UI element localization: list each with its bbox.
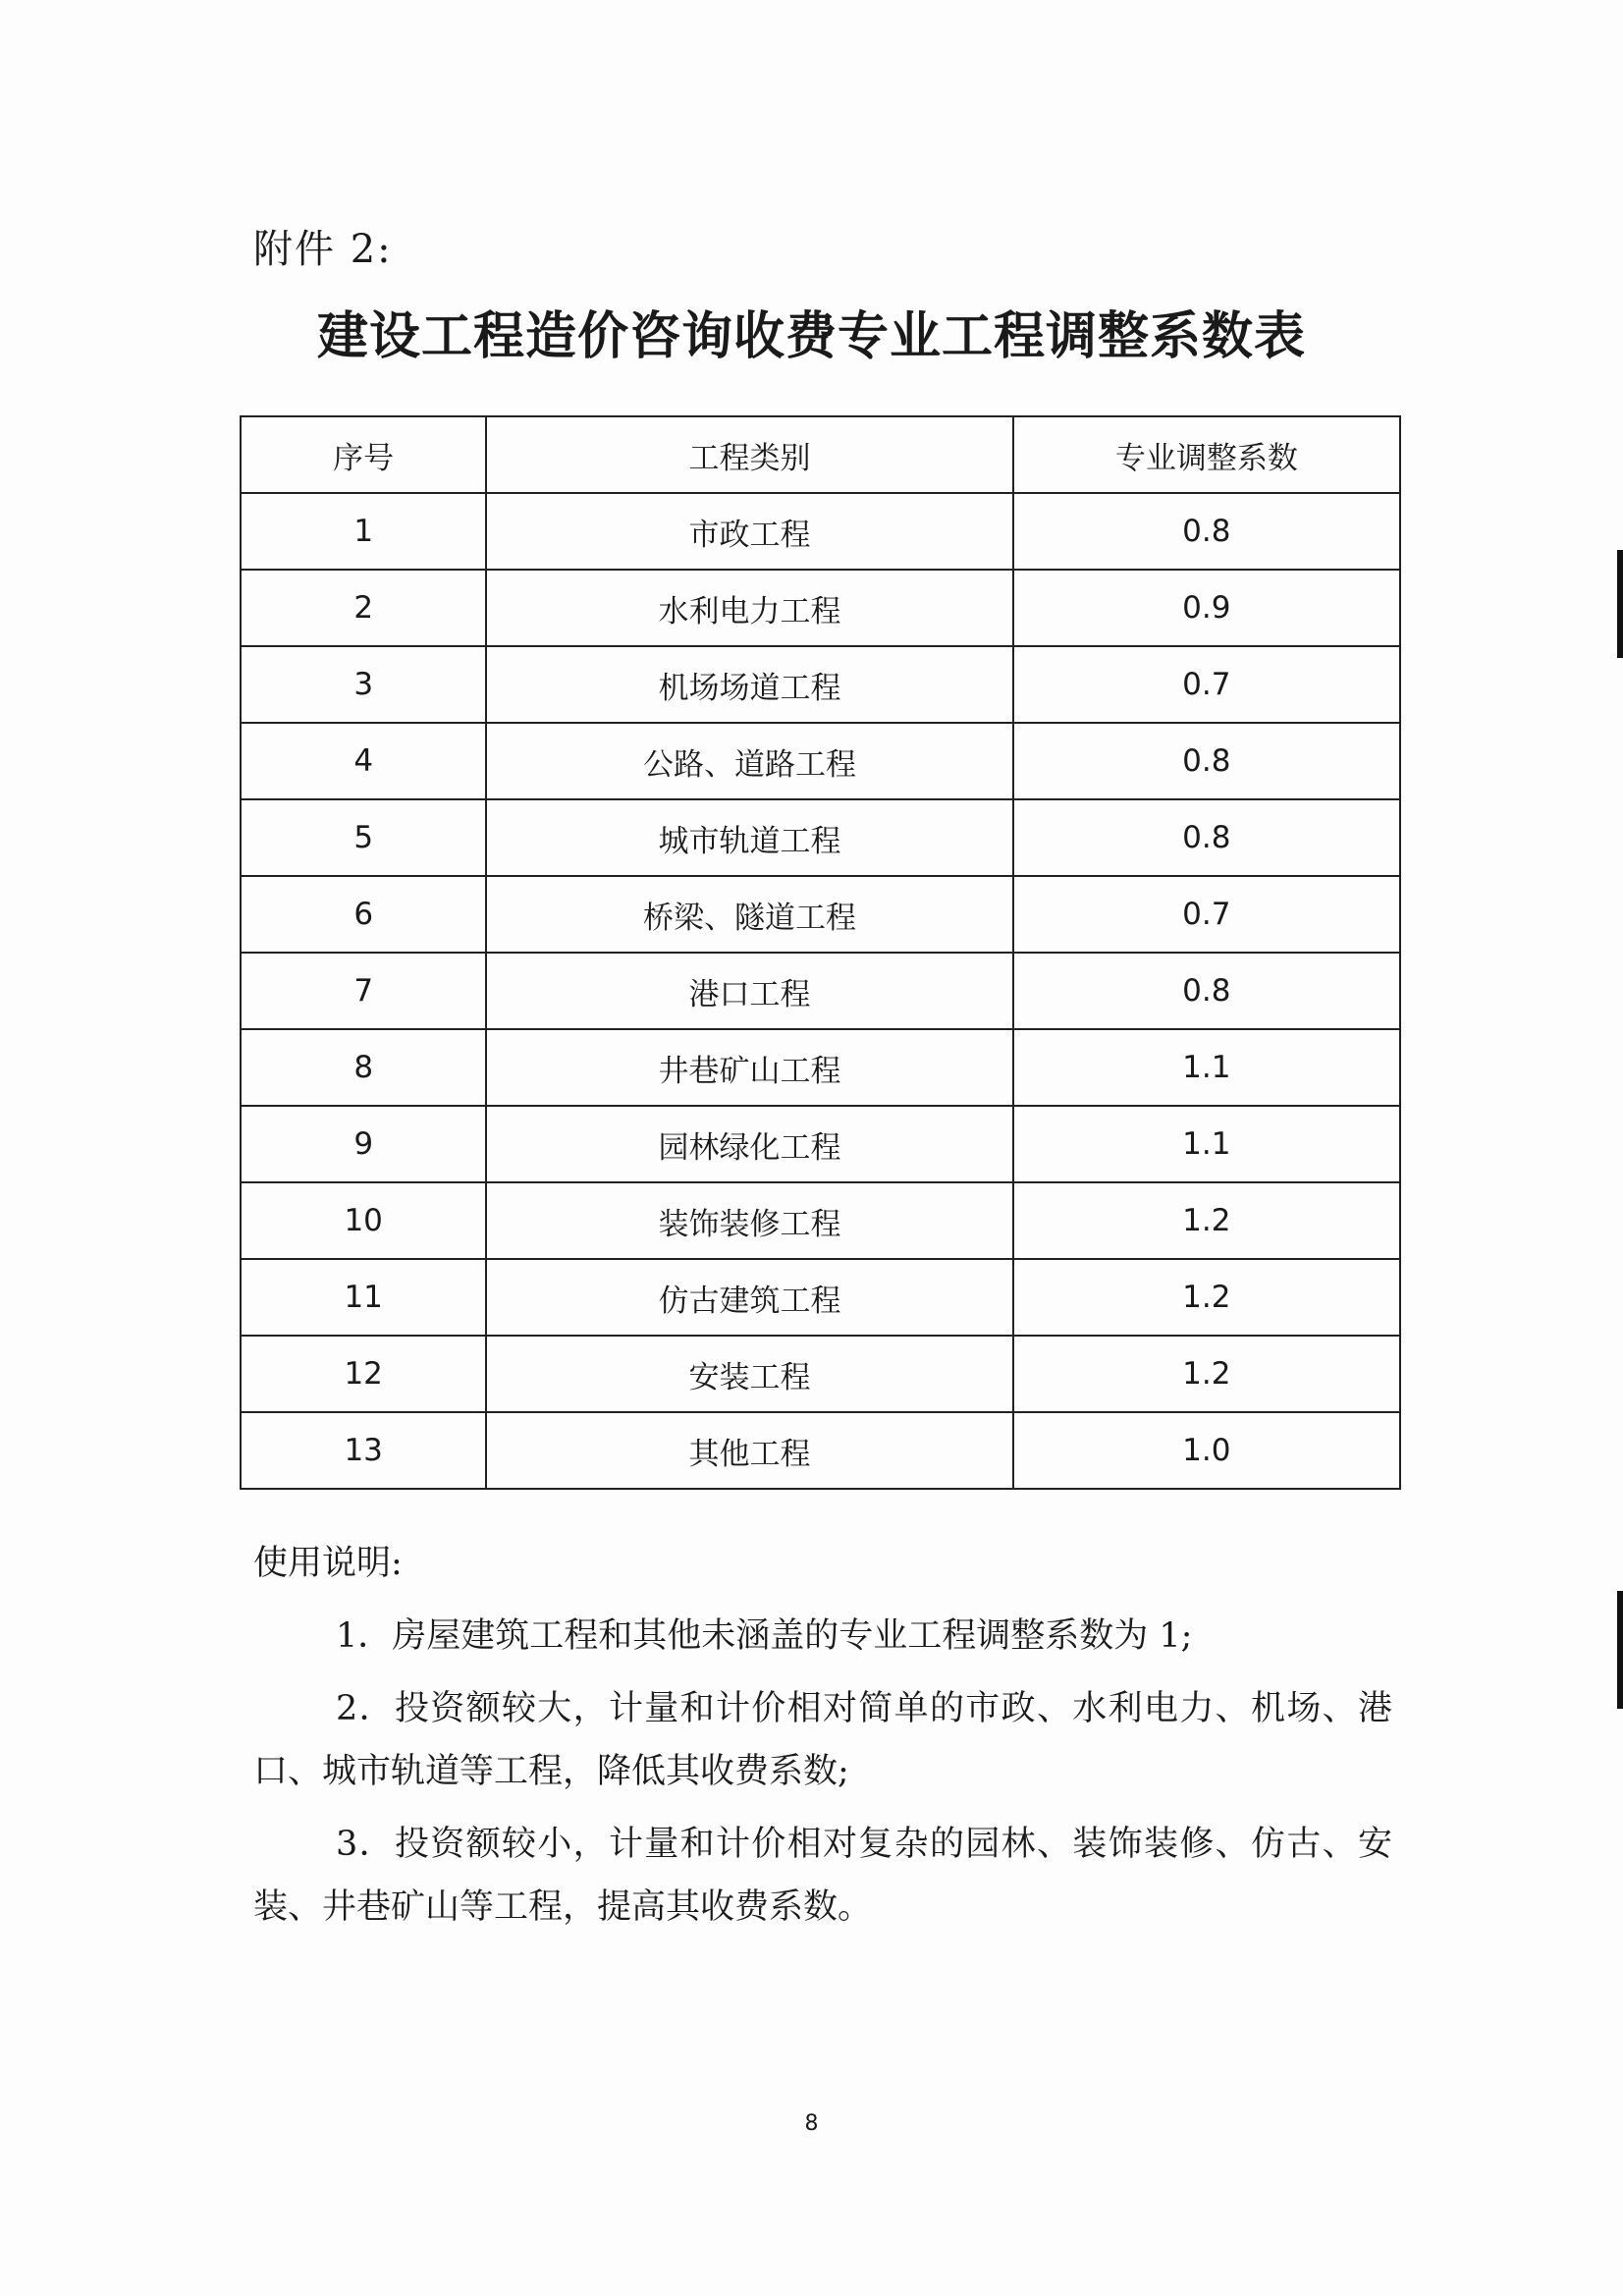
coefficient-cell: 0.8: [1013, 953, 1400, 1029]
table-header-row: [241, 416, 1400, 493]
table-row: [241, 953, 1400, 1029]
table-row: [241, 723, 1400, 799]
coefficient-cell: 1.1: [1013, 1029, 1400, 1106]
project-category-cell: 港口工程: [486, 953, 1012, 1029]
table-row: [241, 570, 1400, 646]
table-row: [241, 1029, 1400, 1106]
serial-number-cell: 4: [241, 723, 486, 799]
coefficient-cell: 0.7: [1013, 876, 1400, 953]
project-category-cell: 仿古建筑工程: [486, 1259, 1012, 1336]
project-category-cell: 水利电力工程: [486, 570, 1012, 646]
project-category-cell: 安装工程: [486, 1336, 1012, 1412]
project-category-cell: 市政工程: [486, 493, 1012, 570]
serial-number-cell: 5: [241, 799, 486, 876]
table-row: [241, 876, 1400, 953]
table-row: [241, 1259, 1400, 1336]
project-category-cell: 井巷矿山工程: [486, 1029, 1012, 1106]
table-row: [241, 1336, 1400, 1412]
header-serial-number: 序号: [241, 416, 486, 493]
scan-edge-mark: [1617, 550, 1623, 658]
project-category-cell: 公路、道路工程: [486, 723, 1012, 799]
header-project-category: 工程类别: [486, 416, 1012, 493]
usage-notes: [253, 1532, 1392, 1948]
attachment-label: 附件 2:: [253, 227, 393, 272]
coefficient-cell: 1.2: [1013, 1259, 1400, 1336]
serial-number-cell: 9: [241, 1106, 486, 1182]
project-category-cell: 装饰装修工程: [486, 1182, 1012, 1259]
serial-number-cell: 1: [241, 493, 486, 570]
serial-number-cell: 12: [241, 1336, 486, 1412]
serial-number-cell: 2: [241, 570, 486, 646]
coefficient-cell: 0.8: [1013, 723, 1400, 799]
coefficient-cell: 1.1: [1013, 1106, 1400, 1182]
usage-note-item: 2．投资额较大，计量和计价相对简单的市政、水利电力、机场、港口、城市轨道等工程，降低其收费系数;: [253, 1689, 1392, 1791]
coefficient-cell: 0.8: [1013, 799, 1400, 876]
table-row: [241, 1106, 1400, 1182]
serial-number-cell: 11: [241, 1259, 486, 1336]
coefficient-cell: 0.8: [1013, 493, 1400, 570]
serial-number-cell: 10: [241, 1182, 486, 1259]
project-category-cell: 其他工程: [486, 1412, 1012, 1489]
usage-note-item: 1．房屋建筑工程和其他未涵盖的专业工程调整系数为 1;: [336, 1616, 1193, 1656]
page-number: 8: [804, 2111, 819, 2136]
coefficient-cell: 1.2: [1013, 1336, 1400, 1412]
table-row: [241, 493, 1400, 570]
document-title: 建设工程造价咨询收费专业工程调整系数表: [316, 306, 1306, 366]
project-category-cell: 城市轨道工程: [486, 799, 1012, 876]
scan-edge-mark: [1617, 1591, 1623, 1709]
serial-number-cell: 8: [241, 1029, 486, 1106]
header-adjustment-coefficient: 专业调整系数: [1013, 416, 1400, 493]
table-row: [241, 1182, 1400, 1259]
coefficient-cell: 1.0: [1013, 1412, 1400, 1489]
coefficient-cell: 0.9: [1013, 570, 1400, 646]
usage-notes-heading: 使用说明:: [253, 1544, 403, 1583]
table-row: [241, 646, 1400, 723]
serial-number-cell: 7: [241, 953, 486, 1029]
project-category-cell: 园林绿化工程: [486, 1106, 1012, 1182]
project-category-cell: 机场场道工程: [486, 646, 1012, 723]
serial-number-cell: 3: [241, 646, 486, 723]
coefficient-table: [240, 415, 1401, 1490]
coefficient-cell: 0.7: [1013, 646, 1400, 723]
serial-number-cell: 6: [241, 876, 486, 953]
usage-note-item: 3．投资额较小，计量和计价相对复杂的园林、装饰装修、仿古、安装、井巷矿山等工程，提高其收费系数。: [253, 1825, 1392, 1927]
coefficient-cell: 1.2: [1013, 1182, 1400, 1259]
table-row: [241, 1412, 1400, 1489]
table-row: [241, 799, 1400, 876]
serial-number-cell: 13: [241, 1412, 486, 1489]
project-category-cell: 桥梁、隧道工程: [486, 876, 1012, 953]
